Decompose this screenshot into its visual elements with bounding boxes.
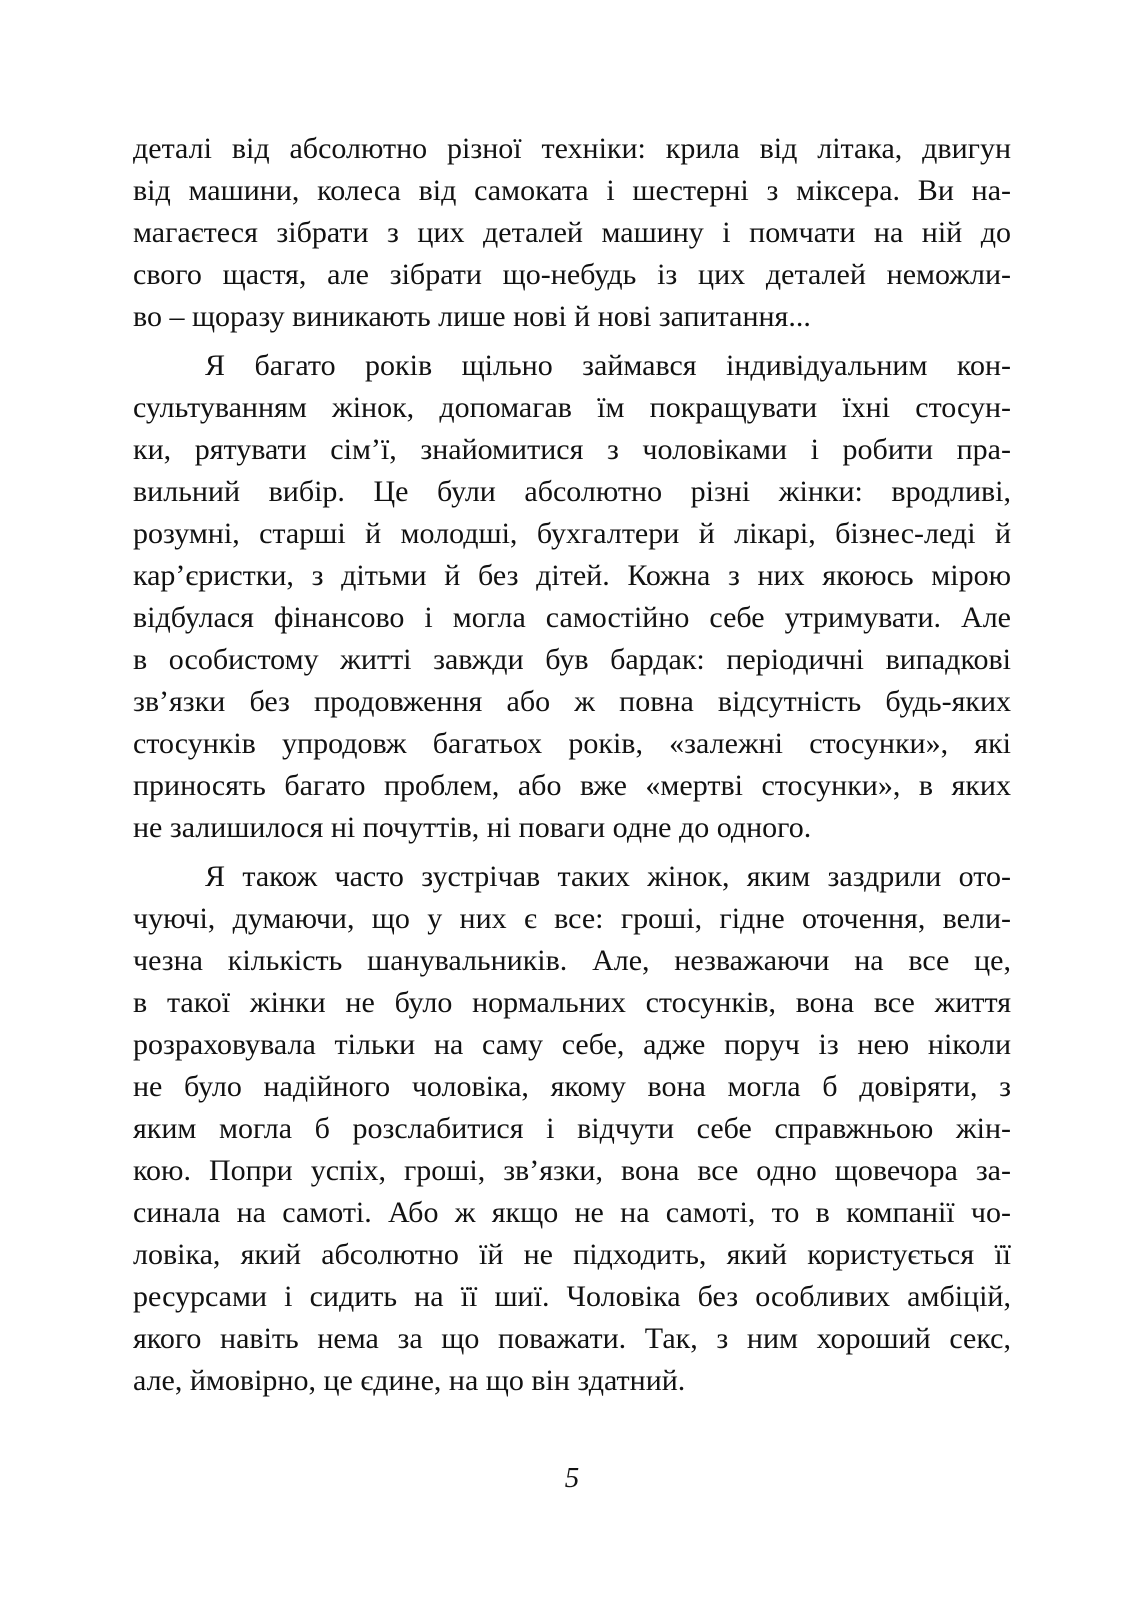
page-number: 5 — [564, 1462, 580, 1494]
text-line: не було надійного чоловіка, якому вона могла б довіряти, з — [133, 1070, 1011, 1103]
paragraph — [133, 345, 1011, 849]
text-line: Я також часто зустрічав таких жінок, яким заздрили ото- — [205, 860, 1011, 893]
text-line: але, ймовірно, це єдине, на що він здатний. — [133, 1364, 686, 1397]
text-line: якого навіть нема за що поважати. Так, з ним хороший секс, — [133, 1322, 1011, 1355]
text-line: зв’язки без продовження або ж повна відсутність будь-яких — [133, 685, 1011, 718]
paragraph — [133, 128, 1011, 338]
text-line: деталі від абсолютно різної техніки: крила від літака, двигун — [133, 132, 1011, 165]
paragraph — [133, 856, 1011, 1402]
text-line: сультуванням жінок, допомагав їм покращувати їхні стосун- — [133, 391, 1011, 424]
text-line: розраховувала тільки на саму себе, адже поруч із нею ніколи — [133, 1028, 1011, 1061]
text-line: розумні, старші й молодші, бухгалтери й лікарі, бізнес-леді й — [133, 517, 1011, 550]
text-line: в особистому житті завжди був бардак: періодичні випадкові — [133, 643, 1011, 676]
text-line: стосунків упродовж багатьох років, «залежні стосунки», які — [133, 727, 1011, 760]
text-line: вильний вибір. Це були абсолютно різні жінки: вродливі, — [133, 475, 1011, 508]
text-line: Я багато років щільно займався індивідуальним кон- — [205, 349, 1011, 382]
text-line: відбулася фінансово і могла самостійно себе утримувати. Але — [133, 601, 1011, 634]
text-line: кар’єристки, з дітьми й без дітей. Кожна з них якоюсь мірою — [133, 559, 1011, 592]
text-line: приносять багато проблем, або вже «мертві стосунки», в яких — [133, 769, 1011, 802]
text-line: не залишилося ні почуттів, ні поваги одне до одного. — [133, 811, 812, 844]
text-line: магаєтеся зібрати з цих деталей машину і помчати на ній до — [133, 216, 1011, 249]
text-line: в такої жінки не було нормальних стосунків, вона все життя — [133, 986, 1011, 1019]
text-line: ки, рятувати сім’ї, знайомитися з чоловіками і робити пра- — [133, 433, 1011, 466]
text-line: во – щоразу виникають лише нові й нові запитання... — [133, 300, 811, 333]
text-line: ресурсами і сидить на її шиї. Чоловіка без особливих амбіцій, — [133, 1280, 1011, 1313]
text-line: чезна кількість шанувальників. Але, незважаючи на все це, — [133, 944, 1011, 977]
text-line: чуючі, думаючи, що у них є все: гроші, гідне оточення, вели- — [133, 902, 1011, 935]
text-line: від машини, колеса від самоката і шестерні з міксера. Ви на- — [133, 174, 1011, 207]
text-line: яким могла б розслабитися і відчути себе справжньою жін- — [133, 1112, 1011, 1145]
text-line: синала на самоті. Або ж якщо не на самоті, то в компанії чо- — [133, 1196, 1011, 1229]
text-line: кою. Попри успіх, гроші, зв’язки, вона все одно щовечора за- — [133, 1154, 1011, 1187]
text-line: ловіка, який абсолютно їй не підходить, який користується її — [133, 1238, 1011, 1271]
text-block — [133, 128, 1011, 1409]
text-line: свого щастя, але зібрати що-небудь із цих деталей неможли- — [133, 258, 1011, 291]
